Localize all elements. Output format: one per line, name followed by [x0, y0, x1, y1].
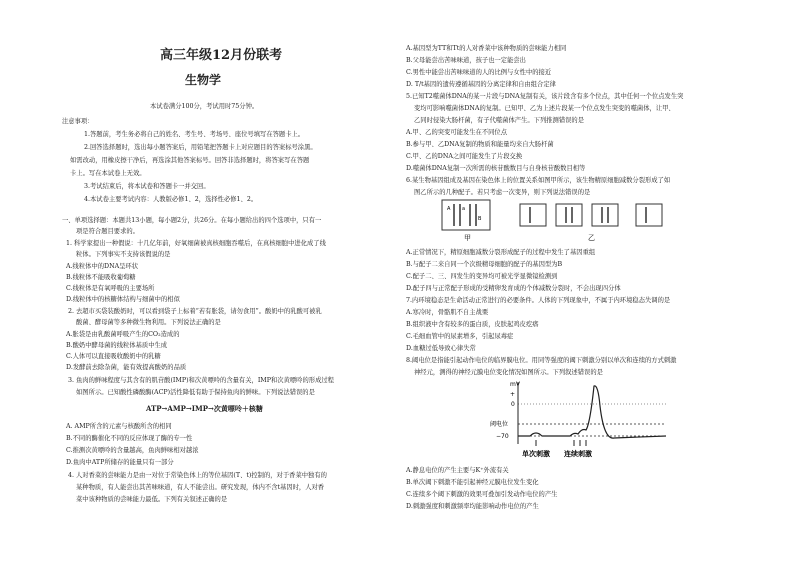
svg-text:B: B: [478, 216, 482, 222]
question-stem: 4. 人对香菜的尝味能力是由一对位于常染色体上的等位基因(T、t)控制的，对于香菜中独有的: [68, 472, 327, 479]
option: C.男性中能尝出苦味味道的人的比例与女性中的接近: [406, 69, 552, 76]
question-stem: 6.某生物基因组成及基因在染色体上的位置关系如图甲所示，该生物精原细胞减数分裂形成了如: [406, 177, 671, 184]
option: D.鱼肉中ATP所储存的能量只有一部分: [66, 459, 174, 466]
option: B.单次阈下刺激不能引起神经元膜电位发生变化: [406, 479, 539, 486]
reaction-equation: ATP→AMP→IMP→次黄嘌呤＋核糖: [146, 404, 263, 413]
option: B.线粒体不能吸收葡萄糖: [66, 274, 136, 281]
notice-line: 如需改动，用橡皮擦干净后，再选涂其他答案标号。回答非选择题时，将答案写在答题: [70, 157, 310, 164]
option: D. T/t基因的遗传遵循基因的分离定律和自由组合定律: [406, 81, 556, 88]
question-stem: 粒体。下列事实不支持该假说的是: [76, 251, 171, 258]
single-stim-label: 单次刺激: [522, 450, 550, 458]
option: C.连续多个阈下刺激的效果可叠加引发动作电位的产生: [406, 491, 558, 498]
option: A.寒冷时，骨骼肌不自主战栗: [406, 309, 489, 316]
question-stem: 3. 鱼肉的鲜味程度与其含有的肌苷酸(IMP)和次黄嘌呤的含量有关，IMP和次黄嘌呤的形成过程: [68, 377, 334, 384]
option: A.静息电位的产生主要与K⁺外流有关: [406, 467, 509, 474]
notice-line: 2.回答选择题时，选出每小题答案后，用铅笔把答题卡上对应题目的答案标号涂黑。: [84, 144, 317, 151]
option: B.不同的酶催化不同的反应体现了酶的专一性: [66, 435, 193, 442]
potential-trace: [518, 386, 666, 438]
section-heading: 项是符合题目要求的。: [76, 228, 139, 235]
chromosome-figure: [440, 198, 680, 244]
notice-line: 卡上。写在本试卷上无效。: [70, 170, 146, 177]
question-stem: 1. 科学家提出一种假说：十几亿年前，好氧细菌被真核细胞吞噬后，在真核细胞中进化成了线: [66, 240, 326, 247]
option: B.酸奶中酵母菌的线粒体基质中生成: [66, 342, 168, 349]
option: B.与配子二来自同一个次级精母细胞的配子的基因型为B: [406, 261, 563, 268]
option: C.甲、乙的DNA之间可能发生了片段交换: [406, 153, 523, 160]
left-column: [0, 0, 390, 561]
subject-title: 生物学: [185, 73, 222, 87]
label-jia: 甲: [464, 234, 471, 242]
option: A. AMP所含的元素与核酸所含的相同: [66, 423, 172, 430]
option: A.甲、乙的突变可能发生在不同位点: [406, 129, 508, 136]
question-stem: 变均可影响噬菌体DNA的复制。已知甲、乙为上述片段某一个位点发生突变的噬菌体，让甲、: [414, 105, 675, 112]
svg-text:A: A: [447, 206, 451, 212]
question-stem: 5.已知T2噬菌体DNA的某一片段与DNA复制有关，该片段含有多个位点，其中任何一个位点发生突: [406, 93, 684, 100]
option: B.父母能尝出苦味味道，孩子也一定能尝出: [406, 57, 526, 64]
y-rest: −70: [496, 433, 509, 440]
section-heading: 一、单项选择题：本题共13小题，每小题2分，共26分。在每小题给出的四个选项中，只有一: [62, 217, 322, 224]
option: A.正常情况下，精原细胞减数分裂形成配子的过程中发生了基因重组: [406, 249, 596, 256]
option: C.线粒体是有氧呼吸的主要场所: [66, 285, 155, 292]
membrane-potential-chart: [490, 378, 670, 458]
question-stem: 某种物质，有人能尝出其苦味味道，有人不能尝出。研究发现，体内不含t基因时，人对香: [76, 484, 325, 491]
question-stem: 图乙所示的几种配子。若只考虑一次变异，则下列说法错误的是: [414, 189, 591, 196]
option: A.胀袋是由乳酸菌呼吸产生的CO₂造成的: [66, 331, 180, 338]
score-time: 本试卷满分100分，考试用时75分钟。: [150, 103, 259, 110]
option: B.组织液中含有较多的蛋白质，皮肤起鸡皮疙瘩: [406, 321, 539, 328]
notice-line: 1.答题前，考生务必将自己的姓名、考生号、考场号、座位号填写在答题卡上。: [84, 131, 305, 138]
option: A.基因型为TT和Tt的人对香菜中该种物质的尝味能力相同: [406, 45, 567, 52]
option: D.发酵前去除杂菌，能有效提高酸奶的品质: [66, 364, 187, 371]
question-stem: 2. 去超市买袋装酸奶时，可以看到袋子上标着“若有胀袋，请勿食用”。酸奶中的乳酸可被乳: [68, 308, 322, 315]
option: C.推测次黄嘌呤的含量越高，鱼肉鲜味相对越浓: [66, 447, 199, 454]
question-stem: 神经元，测得的神经元膜电位变化情况如图所示。下列叙述错误的是: [414, 369, 603, 376]
y-zero: 0: [511, 401, 515, 408]
cont-stim-label: 连续刺激: [564, 450, 592, 458]
svg-text:a: a: [462, 206, 466, 212]
option: D.噬菌体DNA复制一次所需的核苷酸数目与自身核苷酸数目相等: [406, 165, 586, 172]
option: C.人体可以直接吸收酸奶中的乳糖: [66, 353, 161, 360]
option: D.配子四与正常配子形成的受精卵发育成的个体减数分裂时，不会出现四分体: [406, 285, 621, 292]
question-stem: 菜中该种物质的尝味能力最低。下列有关叙述正确的是: [76, 496, 228, 503]
option: C.毛细血管中的尿素增多，引起尿毒症: [406, 333, 514, 340]
exam-title: 高三年级12月份联考: [160, 48, 283, 63]
notice-line: 3.考试结束后，将本试卷和答题卡一并交回。: [84, 183, 210, 190]
option: D.血糖过低导致心律失常: [406, 345, 476, 352]
right-column: [400, 0, 790, 561]
question-stem: 酸菌、酵母菌等多种微生物利用。下列说法正确的是: [76, 319, 221, 326]
y-threshold: 阈电位: [490, 421, 509, 428]
question-stem: 7.内环境稳态是生命活动正常进行的必要条件。人体的下列现象中，不属于内环境稳态失调的是: [406, 297, 671, 304]
gamete-cells: [520, 204, 662, 226]
notice-heading: 注意事项：: [62, 118, 94, 125]
y-plus: +: [510, 391, 516, 398]
notice-line: 4.本试卷主要考试内容：人教版必修1、2，选择性必修1、2。: [84, 196, 258, 203]
cell-jia: [442, 200, 490, 230]
question-stem: 乙同时侵染大肠杆菌，有子代噬菌体产生。下列推测错误的是: [414, 117, 585, 124]
option: A.线粒体中的DNA呈环状: [66, 263, 139, 270]
option: D.线粒体中的核糖体结构与细菌中的相似: [66, 296, 180, 303]
y-unit: mV: [510, 381, 520, 388]
option: D.刺激强度和刺激频率均能影响动作电位的产生: [406, 503, 539, 510]
question-stem: 如图所示。已知酸性磷酸酶(ACP)活性降低有助于保持鱼肉的鲜味。下列说法错误的是: [76, 389, 315, 396]
option: B.参与甲、乙DNA复制的物质和能量均来自大肠杆菌: [406, 141, 554, 148]
question-stem: 8.阈电位是指能引起动作电位的临界膜电位。用同等强度的阈下刺激分别以单次和连续的方式刺激: [406, 357, 677, 364]
label-yi: 乙: [588, 234, 595, 242]
option: C.配子二、三、四发生的变异均可被光学显微镜检测到: [406, 273, 558, 280]
